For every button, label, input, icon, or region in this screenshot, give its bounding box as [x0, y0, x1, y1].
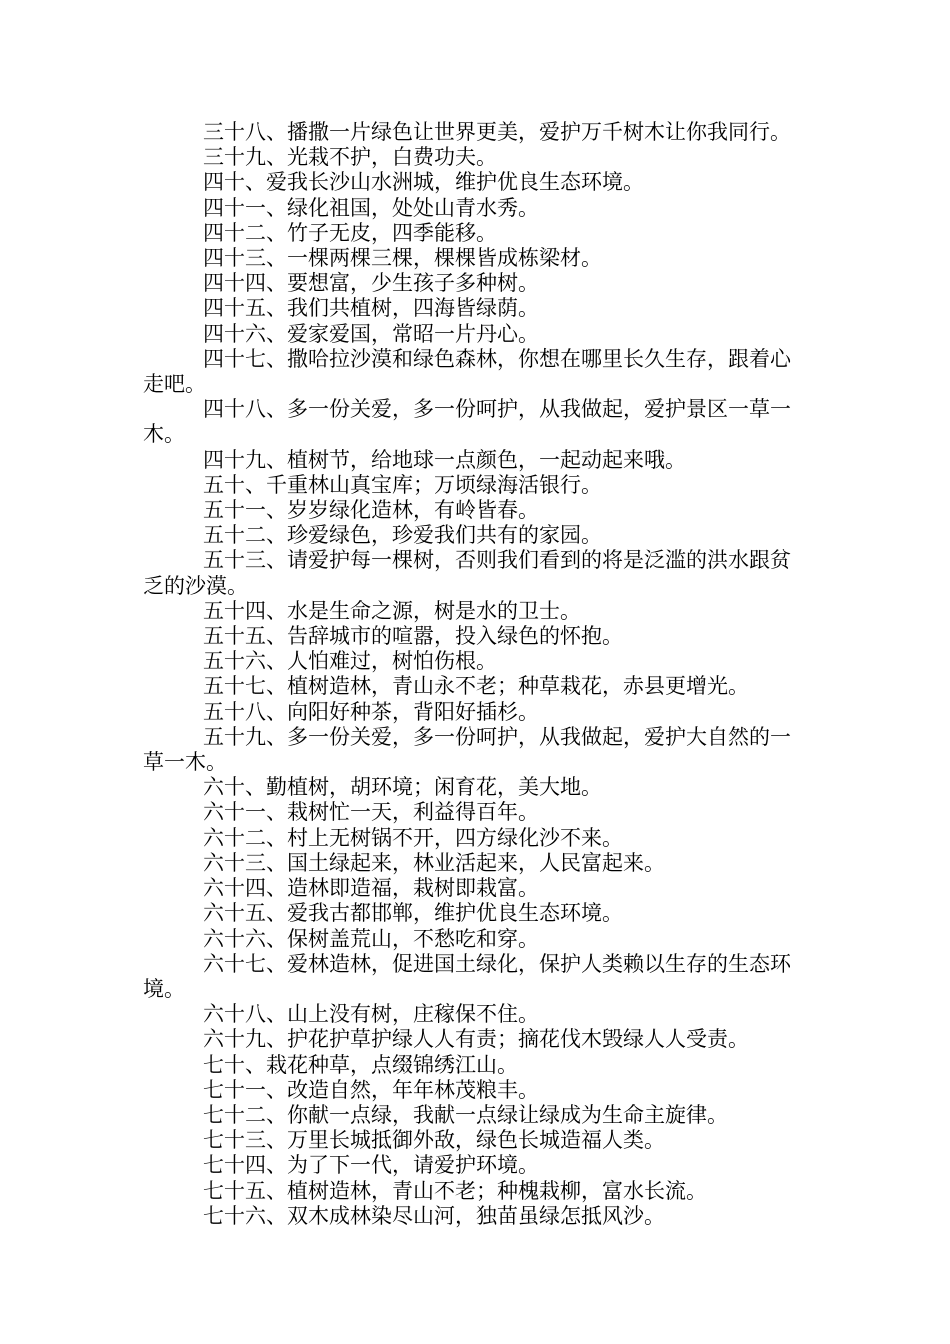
paragraph: 五十、千重林山真宝库；万顷绿海活银行。 — [203, 472, 602, 497]
paragraph: 五十九、多一份关爱，多一份呵护，从我做起，爱护大自然的一草一木。 — [143, 724, 791, 775]
paragraph: 五十四、水是生命之源，树是水的卫士。 — [203, 598, 581, 623]
paragraph: 四十一、绿化祖国，处处山青水秀。 — [203, 195, 539, 220]
document-body — [143, 120, 811, 1229]
paragraph: 六十八、山上没有树，庄稼保不住。 — [203, 1002, 539, 1027]
paragraph: 七十四、为了下一代，请爱护环境。 — [203, 1153, 539, 1178]
paragraph: 四十五、我们共植树，四海皆绿荫。 — [203, 296, 539, 321]
paragraph: 四十四、要想富，少生孩子多种树。 — [203, 271, 539, 296]
paragraph: 五十七、植树造林，青山永不老；种草栽花，赤县更增光。 — [203, 674, 749, 699]
paragraph: 七十五、植树造林，青山不老；种槐栽柳，富水长流。 — [203, 1178, 707, 1203]
paragraph: 三十八、播撒一片绿色让世界更美，爱护万千树木让你我同行。 — [203, 120, 791, 144]
paragraph: 七十二、你献一点绿，我献一点绿让绿成为生命主旋律。 — [203, 1102, 728, 1127]
paragraph: 七十一、改造自然，年年林茂粮丰。 — [203, 1077, 539, 1102]
paragraph: 六十六、保树盖荒山，不愁吃和穿。 — [203, 926, 539, 951]
paragraph: 六十三、国土绿起来，林业活起来，人民富起来。 — [203, 850, 665, 875]
paragraph: 四十二、竹子无皮，四季能移。 — [203, 220, 497, 245]
paragraph: 四十八、多一份关爱，多一份呵护，从我做起，爱护景区一草一木。 — [143, 397, 791, 447]
paragraph: 七十、栽花种草，点缀锦绣江山。 — [203, 1052, 518, 1077]
paragraph: 六十四、造林即造福，栽树即栽富。 — [203, 876, 539, 901]
paragraph: 三十九、光栽不护，白费功夫。 — [203, 145, 497, 170]
paragraph: 五十八、向阳好种茶，背阳好插杉。 — [203, 699, 539, 724]
paragraph: 五十三、请爱护每一棵树，否则我们看到的将是泛滥的洪水跟贫乏的沙漠。 — [143, 548, 791, 598]
paragraph: 五十一、岁岁绿化造林，有岭皆春。 — [203, 498, 539, 523]
paragraph: 四十、爱我长沙山水洲城，维护优良生态环境。 — [203, 170, 644, 195]
paragraph: 六十一、栽树忙一天，利益得百年。 — [203, 800, 539, 825]
paragraph: 七十三、万里长城抵御外敌，绿色长城造福人类。 — [203, 1128, 665, 1153]
paragraph: 六十五、爱我古都邯郸，维护优良生态环境。 — [203, 901, 623, 926]
paragraph: 四十三、一棵两棵三棵，棵棵皆成栋梁材。 — [203, 246, 602, 271]
paragraph: 五十二、珍爱绿色，珍爱我们共有的家园。 — [203, 523, 602, 548]
paragraph: 六十、勤植树，胡环境；闲育花，美大地。 — [203, 775, 602, 800]
paragraph: 六十七、爱林造林，促进国土绿化，保护人类赖以生存的生态环境。 — [143, 951, 791, 1001]
paragraph: 六十二、村上无树锅不开，四方绿化沙不来。 — [203, 825, 623, 850]
paragraph: 五十五、告辞城市的喧嚣，投入绿色的怀抱。 — [203, 624, 623, 649]
paragraph: 七十六、双木成林染尽山河，独苗虽绿怎抵风沙。 — [203, 1203, 665, 1228]
paragraph: 四十六、爱家爱国，常昭一片丹心。 — [203, 321, 539, 346]
paragraph: 五十六、人怕难过，树怕伤根。 — [203, 649, 497, 674]
paragraph: 四十九、植树节，给地球一点颜色，一起动起来哦。 — [203, 447, 686, 472]
paragraph: 四十七、撒哈拉沙漠和绿色森林，你想在哪里长久生存，跟着心走吧。 — [143, 346, 791, 397]
paragraph: 六十九、护花护草护绿人人有责；摘花伐木毁绿人人受责。 — [203, 1027, 749, 1052]
